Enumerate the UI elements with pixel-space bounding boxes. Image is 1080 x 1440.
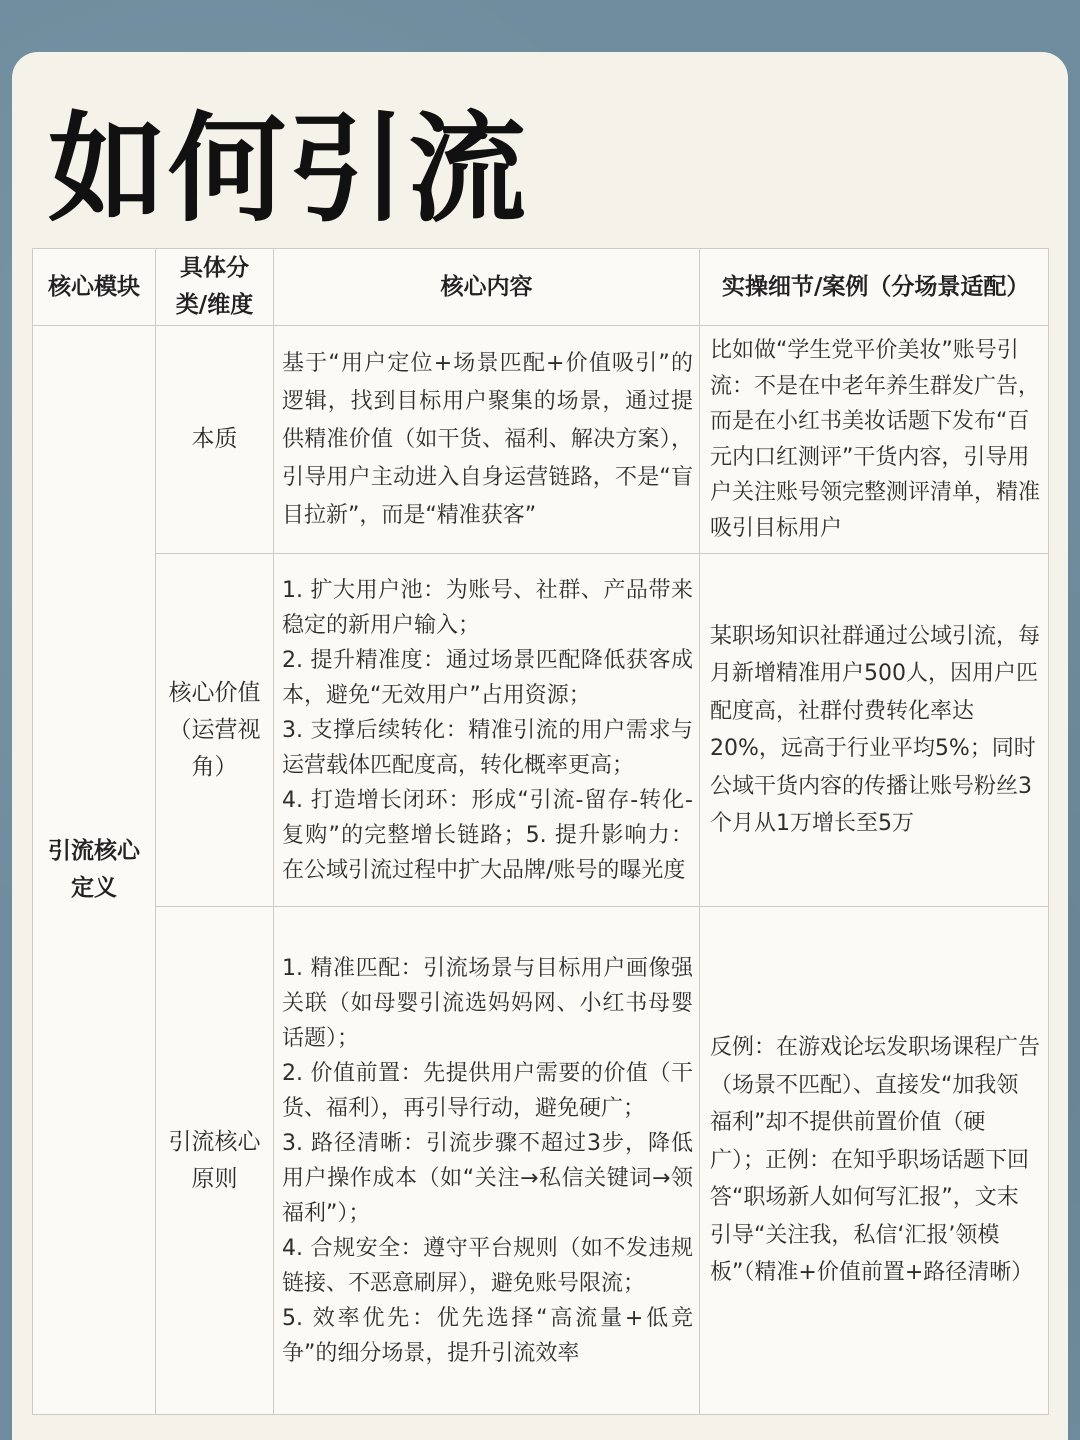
table-row — [33, 554, 1049, 907]
content-cell: 基于“用户定位+场景匹配+价值吸引”的逻辑，找到目标用户聚集的场景，通过提供精准价值（如干货、福利、解决方案），引导用户主动进入自身运营链路，不是“盲目拉新”，而是“精准获客” — [274, 326, 700, 554]
table-header-row — [33, 249, 1049, 326]
header-content: 核心内容 — [274, 249, 700, 326]
module-label: 引流核心定义 — [48, 838, 140, 901]
definition-table — [32, 248, 1049, 1415]
header-module: 核心模块 — [33, 249, 156, 326]
content-item: 5. 效率优先：优先选择“高流量+低竞争”的细分场景，提升引流效率 — [282, 1305, 693, 1366]
content-item: 1. 扩大用户池：为账号、社群、产品带来稳定的新用户输入； — [282, 577, 693, 638]
case-cell: 比如做“学生党平价美妆”账号引流：不是在中老年养生群发广告，而是在小红书美妆话题下发布“百元内口红测评”干货内容，引导用户关注账号领完整测评清单，精准吸引目标用户 — [700, 326, 1049, 554]
content-item: 1. 精准匹配：引流场景与目标用户画像强关联（如母婴引流选妈妈网、小红书母婴话题）； — [282, 955, 693, 1051]
header-case: 实操细节/案例（分场景适配） — [700, 249, 1049, 326]
header-category: 具体分类/维度 — [156, 249, 274, 326]
content-cell — [274, 907, 700, 1415]
page-title: 如何引流 — [48, 100, 529, 238]
content-item: 3. 路径清晰：引流步骤不超过3步，降低用户操作成本（如“关注→私信关键词→领福利”）； — [282, 1130, 693, 1226]
table-row — [33, 326, 1049, 554]
content-cell — [274, 554, 700, 907]
category-cell: 核心价值（运营视角） — [156, 554, 274, 907]
category-cell: 本质 — [156, 326, 274, 554]
content-card — [12, 52, 1068, 1440]
content-item: 2. 提升精准度：通过场景匹配降低获客成本，避免“无效用户”占用资源； — [282, 647, 693, 708]
case-cell: 反例：在游戏论坛发职场课程广告（场景不匹配）、直接发“加我领福利”却不提供前置价值（硬广）；正例：在知乎职场话题下回答“职场新人如何写汇报”，文末引导“关注我，私信‘汇报’领模板”（精准+价值前置+路径清晰） — [700, 907, 1049, 1415]
content-item: 3. 支撑后续转化：精准引流的用户需求与运营载体匹配度高，转化概率更高； — [282, 717, 693, 778]
category-cell: 引流核心原则 — [156, 907, 274, 1415]
table-row — [33, 907, 1049, 1415]
module-cell — [33, 326, 156, 1415]
case-cell: 某职场知识社群通过公域引流，每月新增精准用户500人，因用户匹配度高，社群付费转化率达20%，远高于行业平均5%；同时公域干货内容的传播让账号粉丝3个月从1万增长至5万 — [700, 554, 1049, 907]
content-item: 4. 打造增长闭环：形成“引流-留存-转化-复购”的完整增长链路；5. 提升影响力：在公域引流过程中扩大品牌/账号的曝光度 — [282, 787, 693, 883]
content-item: 2. 价值前置：先提供用户需要的价值（干货、福利），再引导行动，避免硬广； — [282, 1060, 693, 1121]
content-item: 4. 合规安全：遵守平台规则（如不发违规链接、不恶意刷屏），避免账号限流； — [282, 1235, 693, 1296]
